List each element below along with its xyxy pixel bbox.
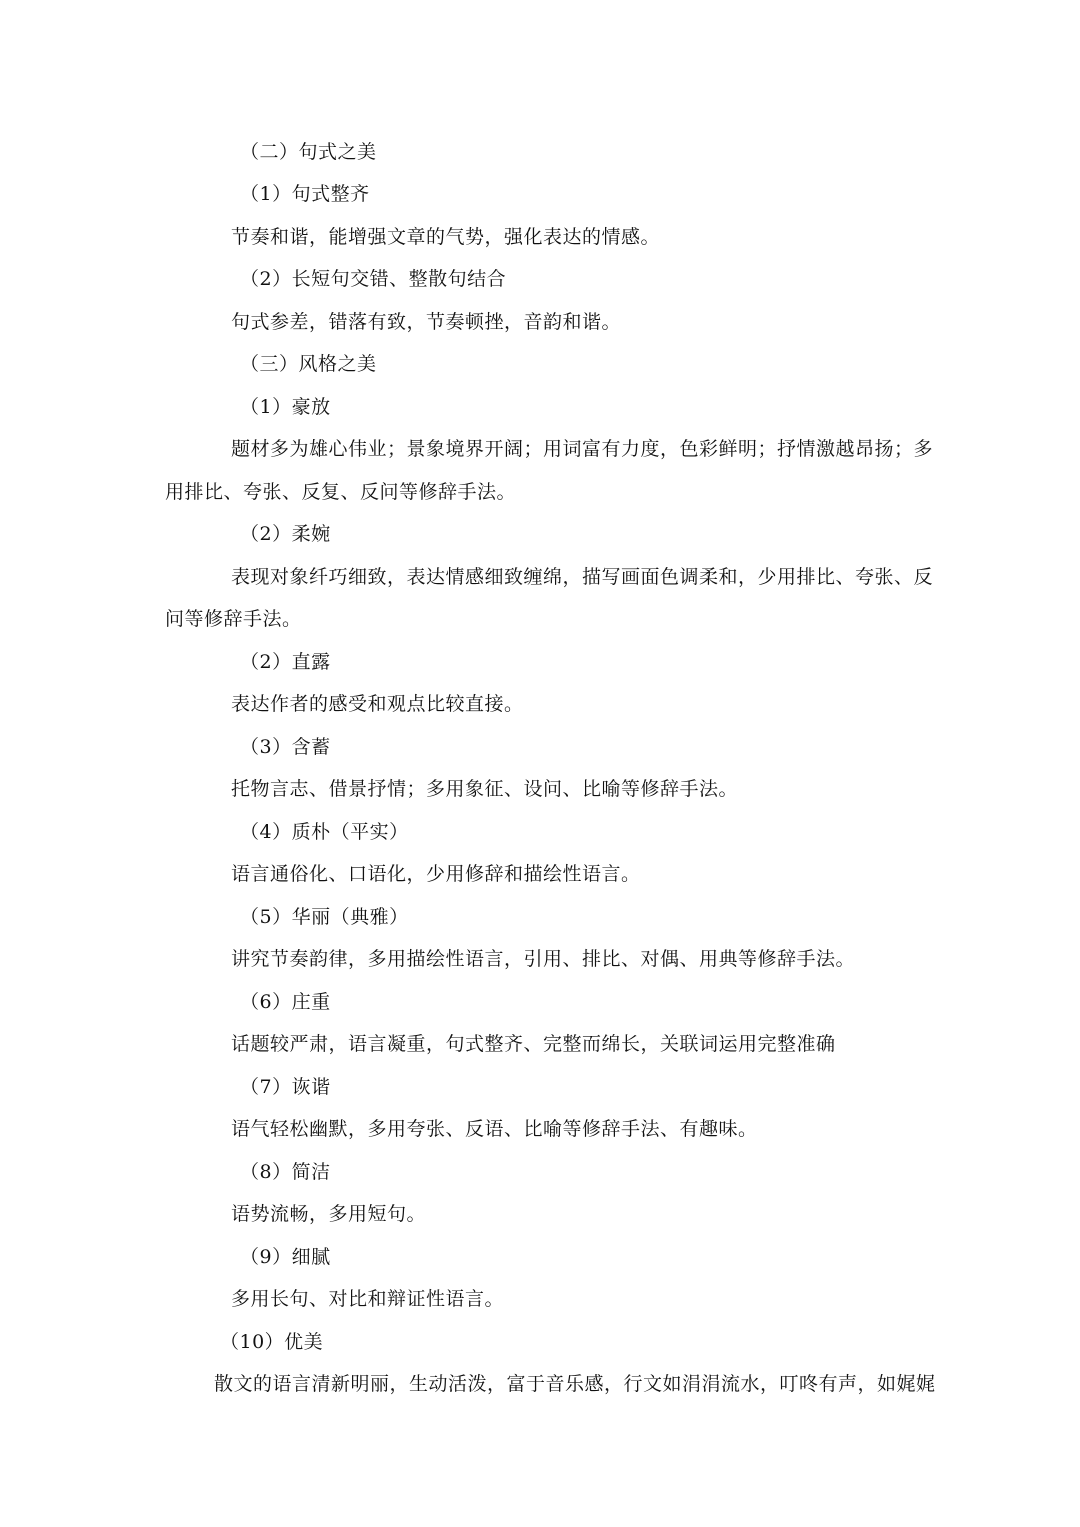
body-text: 托物言志、借景抒情；多用象征、设问、比喻等修辞手法。 [231,778,739,800]
item-heading: （4）质朴（平实） [240,821,409,843]
item-heading: （9）细腻 [240,1246,331,1268]
body-text: 讲究节奏韵律，多用描绘性语言，引用、排比、对偶、用典等修辞手法。 [231,948,856,970]
item-heading: （2）直露 [240,651,331,673]
body-text: 语气轻松幽默，多用夸张、反语、比喻等修辞手法、有趣味。 [231,1118,758,1140]
body-text-line: 问等修辞手法。 [165,608,302,630]
body-text-line: 用排比、夸张、反复、反问等修辞手法。 [165,481,517,503]
item-heading: （1）豪放 [240,396,331,418]
body-text: 句式参差，错落有致，节奏顿挫，音韵和谐。 [231,311,622,333]
body-text-line: 题材多为雄心伟业；景象境界开阔；用词富有力度，色彩鲜明；抒情激越昂扬；多 [231,438,934,460]
item-heading: （6）庄重 [240,991,331,1013]
item-heading: （5）华丽（典雅） [240,906,409,928]
item-heading: （3）含蓄 [240,736,331,758]
body-text: 表达作者的感受和观点比较直接。 [231,693,524,715]
body-text-line: 表现对象纤巧细致，表达情感细致缠绵，描写画面色调柔和，少用排比、夸张、反 [231,566,934,588]
body-text: 语势流畅，多用短句。 [231,1203,427,1225]
body-text: 多用长句、对比和辩证性语言。 [231,1288,505,1310]
item-heading: （10）优美 [220,1331,324,1353]
item-heading: （2）柔婉 [240,523,331,545]
body-text: 节奏和谐，能增强文章的气势，强化表达的情感。 [231,226,661,248]
body-text: 散文的语言清新明丽，生动活泼，富于音乐感，行文如涓涓流水，叮咚有声，如娓娓 [214,1373,936,1395]
body-text: 话题较严肃，语言凝重，句式整齐、完整而绵长，关联词运用完整准确 [231,1033,836,1055]
section-heading: （二）句式之美 [240,141,377,163]
item-heading: （8）简洁 [240,1161,331,1183]
item-heading: （2）长短句交错、整散句结合 [240,268,507,290]
item-heading: （7）诙谐 [240,1076,331,1098]
item-heading: （1）句式整齐 [240,183,370,205]
body-text: 语言通俗化、口语化，少用修辞和描绘性语言。 [231,863,641,885]
section-heading: （三）风格之美 [240,353,377,375]
